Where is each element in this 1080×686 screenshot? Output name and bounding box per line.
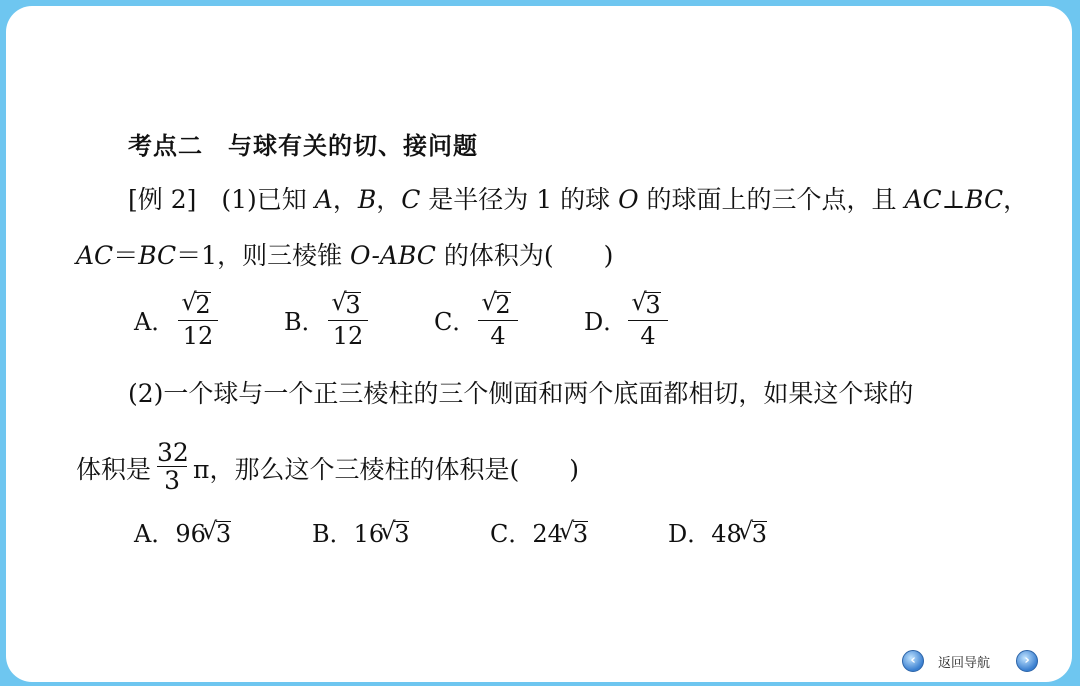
sqrt-symbol: √ 2 — [185, 290, 210, 320]
q2-line-1: (2)一个球与一个正三棱柱的三个侧面和两个底面都相切，如果这个球的 — [128, 379, 914, 408]
fraction: √ $\frac{3}{12}$ — [328, 290, 368, 349]
sqrt-symbol: √ 3 — [635, 290, 660, 320]
volume-fraction: $\frac{32}{3}$ — [157, 438, 189, 495]
fraction: √ $\frac{2}{12}$ — [178, 290, 218, 349]
q2-option-c[interactable]: C．24√ 3 — [490, 514, 588, 549]
sqrt-symbol: √ 2 — [485, 290, 510, 320]
q1-line-2: AC＝BC＝1，则三棱锥 O-ABC 的体积为( ) — [76, 241, 614, 270]
q2-option-b[interactable]: B．16√ 3 — [312, 514, 409, 549]
q2-option-a[interactable]: A．96√ 3 — [134, 514, 231, 549]
q2-line-2: 体积是 $\frac{32}{3}$ π，那么这个三棱柱的体积是( ) — [76, 438, 579, 495]
q1-line-1: [例 2] (1)已知 A，B，C 是半径为 1 的球 O 的球面上的三个点，且 AC⊥BC， — [128, 185, 1029, 214]
arrow-right-icon[interactable]: › — [1016, 650, 1038, 672]
sqrt-symbol: √ 3 — [742, 520, 767, 548]
section-heading: 考点二 与球有关的切、接问题 — [128, 132, 478, 160]
fraction: √ $\frac{2}{4}$ — [478, 290, 518, 349]
arrow-left-icon[interactable]: ‹ — [902, 650, 924, 672]
sqrt-symbol: √ 3 — [384, 520, 409, 548]
back-to-nav-link[interactable]: 返回导航 — [938, 656, 991, 671]
sqrt-symbol: √ 3 — [563, 520, 588, 548]
sqrt-symbol: √ 3 — [206, 520, 231, 548]
slide-frame — [6, 6, 1072, 682]
example-tag: [例 2] — [128, 185, 197, 214]
q2-option-d[interactable]: D．48√ 3 — [668, 514, 767, 549]
sqrt-symbol: √ 3 — [335, 290, 360, 320]
fraction: √ $\frac{3}{4}$ — [628, 290, 668, 349]
